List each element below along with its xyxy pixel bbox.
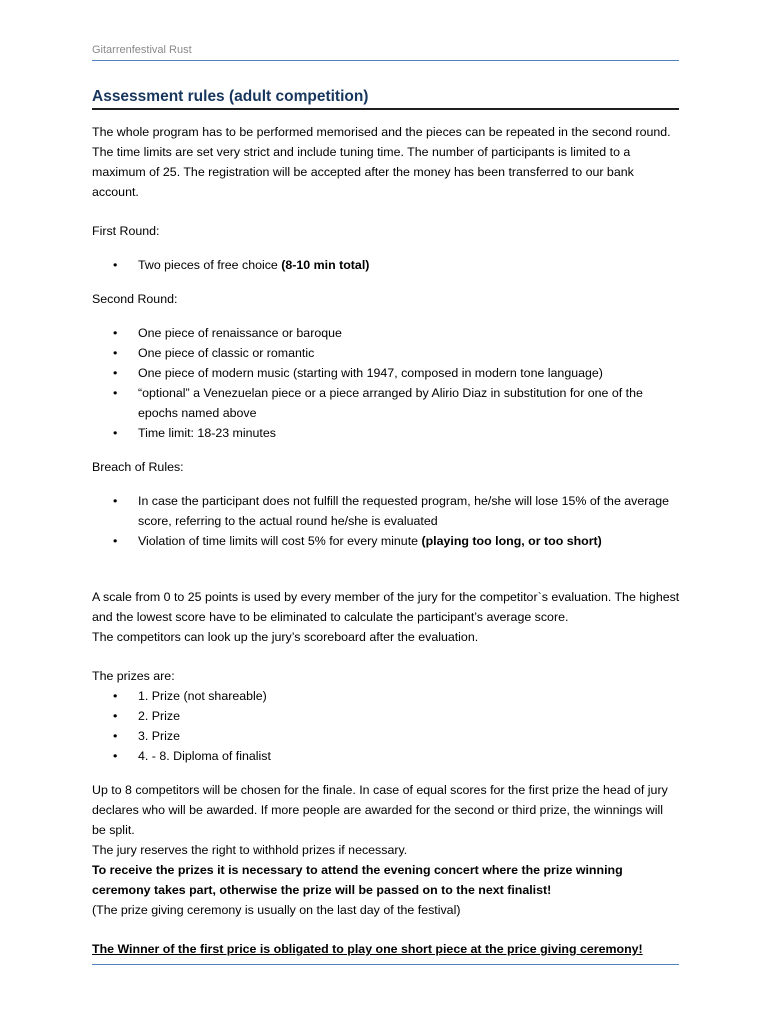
winner-note: The Winner of the first price is obligated to play one short piece at the price giving ceremony! <box>92 942 643 956</box>
intro-paragraph: The whole program has to be performed memorised and the pieces can be repeated in the second round. The time limits are set very strict and include tuning time. The number of participants is limited to a maximum of 25. The registration will be accepted after the money has been transferred to our bank account. <box>92 125 671 199</box>
header-divider <box>92 60 679 61</box>
bullet-icon: • <box>113 386 118 400</box>
bullet-icon: • <box>113 258 118 272</box>
breach-heading: Breach of Rules: <box>92 460 184 474</box>
list-item <box>92 363 680 383</box>
bullet-icon: • <box>113 426 118 440</box>
second-round-heading: Second Round: <box>92 292 178 306</box>
list-item-text: 1. Prize (not shareable) <box>138 689 267 703</box>
list-item-emphasis: (8-10 min total) <box>281 258 370 272</box>
breach-list <box>92 491 680 551</box>
prizes-heading: The prizes are: <box>92 669 175 683</box>
first-round-list <box>92 255 680 275</box>
first-round-heading: First Round: <box>92 224 160 238</box>
list-item-text: “optional” a Venezuelan piece or a piece arranged by Alirio Diaz in substitution for one of the epochs named above <box>138 386 643 420</box>
page-title: Assessment rules (adult competition) <box>92 88 369 105</box>
bullet-icon: • <box>113 346 118 360</box>
bullet-icon: • <box>113 534 118 548</box>
attendance-paragraph: To receive the prizes it is necessary to attend the evening concert where the prize winning ceremony takes part, otherwise the prize will be passed on to the next finalist! <box>92 863 623 897</box>
bullet-icon: • <box>113 709 118 723</box>
list-item <box>92 323 680 343</box>
list-item-text: Time limit: 18-23 minutes <box>138 426 276 440</box>
running-header: Gitarrenfestival Rust <box>92 44 192 56</box>
list-item-emphasis: (playing too long, or too short) <box>421 534 602 548</box>
scoring-paragraph: A scale from 0 to 25 points is used by every member of the jury for the competitor`s evaluation. The highest and the lowest score have to be eliminated to calculate the participant’s average score. <box>92 590 680 624</box>
list-item-text: In case the participant does not fulfill the requested program, he/she will lose 15% of the average score, referring to the actual round he/she is evaluated <box>138 494 670 528</box>
bullet-icon: • <box>113 494 118 508</box>
list-item <box>92 531 680 551</box>
list-item-text: One piece of renaissance or baroque <box>138 326 342 340</box>
list-item-text: One piece of modern music (starting with 1947, composed in modern tone language) <box>138 366 603 380</box>
list-item <box>92 746 680 766</box>
list-item <box>92 255 680 275</box>
list-item <box>92 491 680 531</box>
prizes-list <box>92 686 680 766</box>
list-item <box>92 706 680 726</box>
withhold-paragraph: The jury reserves the right to withhold prizes if necessary. <box>92 843 408 857</box>
finale-paragraph: Up to 8 competitors will be chosen for the finale. In case of equal scores for the first prize the head of jury declares who will be awarded. If more people are awarded for the second or third prize, the winnings will be split. <box>92 783 668 837</box>
list-item-text: Violation of time limits will cost 5% for every minute <box>138 534 422 548</box>
list-item <box>92 383 680 423</box>
bullet-icon: • <box>113 366 118 380</box>
scoreboard-paragraph: The competitors can look up the jury’s scoreboard after the evaluation. <box>92 630 479 644</box>
list-item <box>92 343 680 363</box>
second-round-list <box>92 323 680 443</box>
title-underline <box>92 108 679 110</box>
list-item <box>92 726 680 746</box>
ceremony-note: (The prize giving ceremony is usually on the last day of the festival) <box>92 903 461 917</box>
footer-divider <box>92 964 679 965</box>
bullet-icon: • <box>113 689 118 703</box>
bullet-icon: • <box>113 729 118 743</box>
list-item-text: 4. - 8. Diploma of finalist <box>138 749 271 763</box>
list-item-text: Two pieces of free choice <box>138 258 282 272</box>
list-item <box>92 686 680 706</box>
bullet-icon: • <box>113 326 118 340</box>
bullet-icon: • <box>113 749 118 763</box>
list-item-text: 2. Prize <box>138 709 181 723</box>
list-item-text: One piece of classic or romantic <box>138 346 315 360</box>
document-body <box>92 122 680 959</box>
list-item <box>92 423 680 443</box>
list-item-text: 3. Prize <box>138 729 181 743</box>
